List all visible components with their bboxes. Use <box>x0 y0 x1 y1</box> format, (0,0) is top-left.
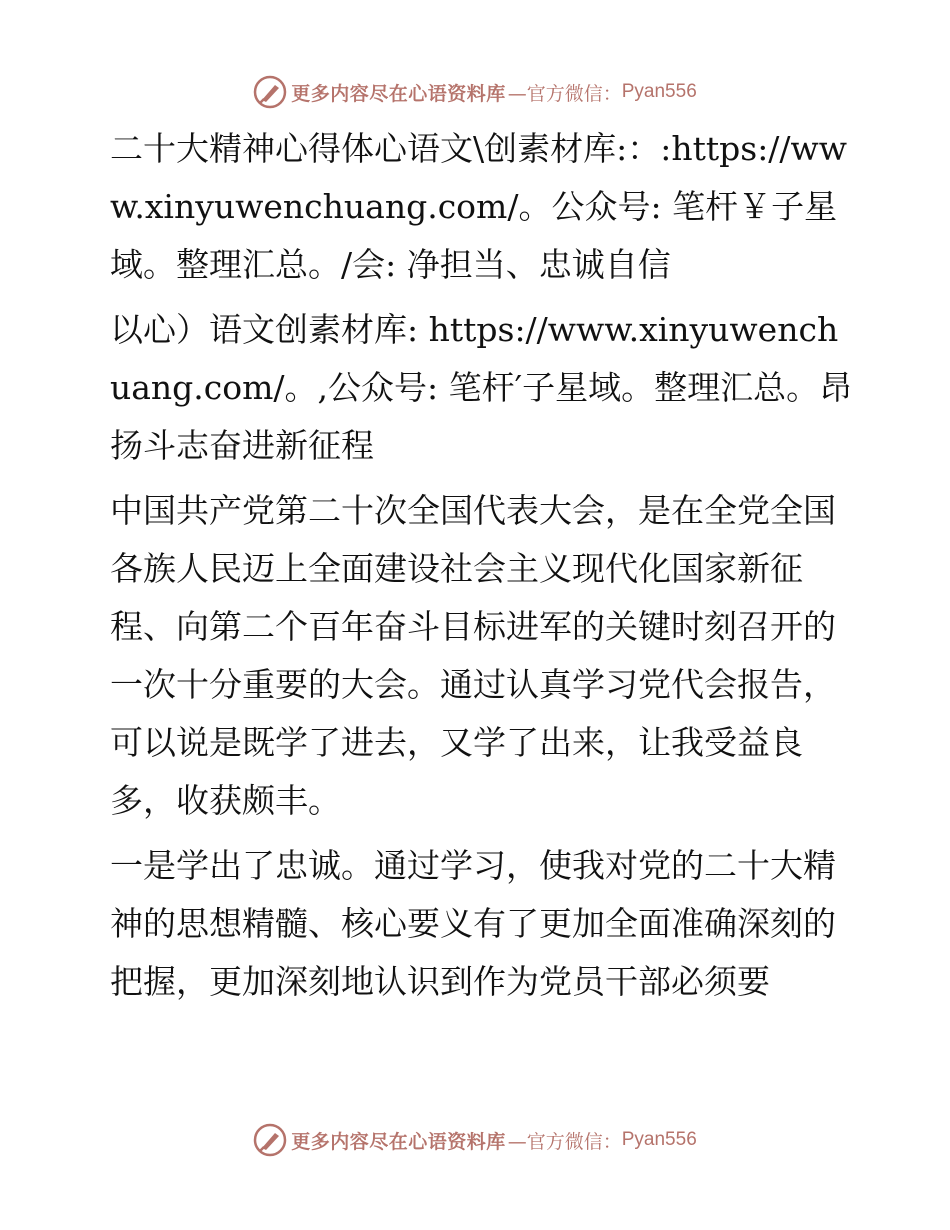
paragraph-1: 二十大精神心得体心语文\创素材库:：:https://www.xinyuwenchuang.com/。公众号: 笔杆￥子星域。整理汇总。/会: 净担当、忠诚自信 <box>110 129 848 284</box>
header-banner-wechat-id: Pyan556 <box>621 81 697 102</box>
footer-banner-wechat-id: Pyan556 <box>621 1129 697 1150</box>
header-banner-contact: —官方微信： <box>507 82 622 105</box>
pen-logo-icon <box>253 75 287 109</box>
paragraph-2: 以心）语文创素材库: https://www.xinyuwenchuang.com/。,公众号: 笔杆′子星域。整理汇总。昂扬斗志奋进新征程 <box>110 310 853 465</box>
footer-banner-contact: —官方微信： <box>507 1130 622 1153</box>
paragraph-4: 一是学出了忠诚。通过学习，使我对党的二十大精神的思想精髓、核心要义有了更加全面准确深刻的把握，更加深刻地认识到作为党员干部必须要 <box>110 846 836 1001</box>
pen-logo-icon <box>253 1123 287 1157</box>
document-body <box>98 120 858 1018</box>
header-banner-text: 更多内容尽在心语资料库 <box>291 82 506 105</box>
footer-banner <box>0 1120 950 1160</box>
paragraph-3: 中国共产党第二十次全国代表大会，是在全党全国各族人民迈上全面建设社会主义现代化国家新征程、向第二个百年奋斗目标进军的关键时刻召开的一次十分重要的大会。通过认真学习党代会报告，可以说是既学了进去，又学了出来，让我受益良多，收获颇丰。 <box>110 491 836 820</box>
footer-banner-text: 更多内容尽在心语资料库 <box>291 1130 506 1153</box>
header-banner <box>0 72 950 112</box>
